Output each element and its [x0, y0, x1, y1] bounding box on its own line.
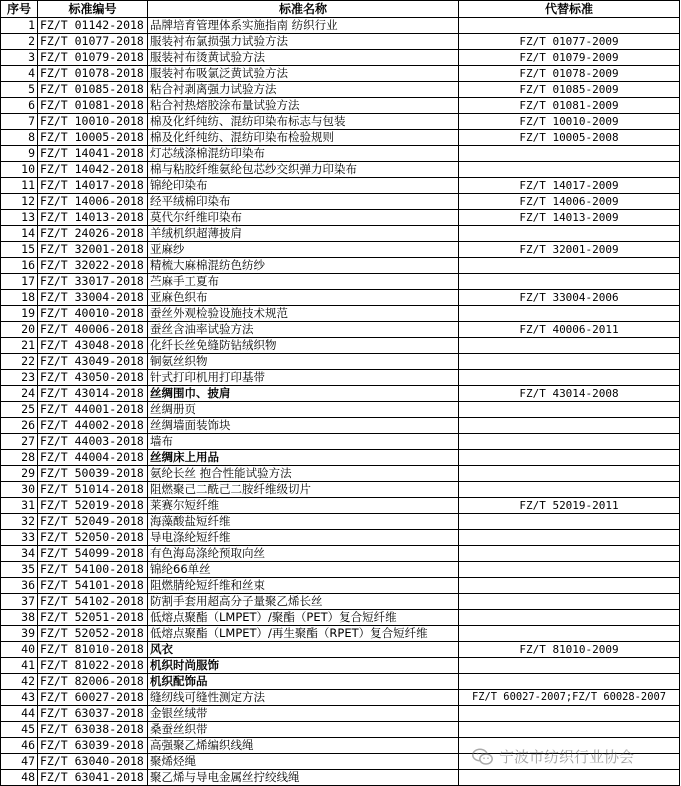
row-replaces-cell: [459, 738, 680, 754]
row-name-cell: 聚烯烃绳: [148, 754, 459, 770]
row-name-cell: 亚麻纱: [148, 242, 459, 258]
row-no-cell: 38: [1, 610, 38, 626]
row-name-cell: 铜氨丝织物: [148, 354, 459, 370]
row-replaces-cell: [459, 370, 680, 386]
row-code-cell: FZ/T 14006-2018: [38, 194, 148, 210]
row-code-cell: FZ/T 52050-2018: [38, 530, 148, 546]
table-row: [1, 514, 680, 530]
table-row: [1, 146, 680, 162]
header-no: 序号: [1, 1, 38, 18]
row-no-cell: 8: [1, 130, 38, 146]
table-header: [1, 1, 680, 18]
row-replaces-cell: FZ/T 01085-2009: [459, 82, 680, 98]
row-name-cell: 导电涤纶短纤维: [148, 530, 459, 546]
table-row: [1, 754, 680, 770]
row-replaces-cell: [459, 770, 680, 786]
row-name-cell: 经平绒棉印染布: [148, 194, 459, 210]
row-name-cell: 粘合衬热熔胶涂布量试验方法: [148, 98, 459, 114]
row-code-cell: FZ/T 63041-2018: [38, 770, 148, 786]
row-replaces-cell: [459, 658, 680, 674]
row-no-cell: 28: [1, 450, 38, 466]
row-replaces-cell: [459, 162, 680, 178]
row-code-cell: FZ/T 24026-2018: [38, 226, 148, 242]
table-row: [1, 690, 680, 706]
table-row: [1, 770, 680, 786]
row-no-cell: 36: [1, 578, 38, 594]
table-row: [1, 82, 680, 98]
row-replaces-cell: [459, 706, 680, 722]
row-replaces-cell: FZ/T 32001-2009: [459, 242, 680, 258]
row-name-cell: 棉及化纤纯纺、混纺印染布标志与包装: [148, 114, 459, 130]
row-name-cell: 锦纶66单丝: [148, 562, 459, 578]
row-code-cell: FZ/T 52049-2018: [38, 514, 148, 530]
row-name-cell: 莫代尔纤维印染布: [148, 210, 459, 226]
row-no-cell: 46: [1, 738, 38, 754]
row-no-cell: 42: [1, 674, 38, 690]
row-no-cell: 25: [1, 402, 38, 418]
row-name-cell: 针式打印机用打印基带: [148, 370, 459, 386]
row-no-cell: 15: [1, 242, 38, 258]
row-name-cell: 丝绸册页: [148, 402, 459, 418]
row-no-cell: 31: [1, 498, 38, 514]
row-replaces-cell: [459, 418, 680, 434]
row-no-cell: 23: [1, 370, 38, 386]
row-name-cell: 聚乙烯与导电金属丝拧绞线绳: [148, 770, 459, 786]
row-replaces-cell: FZ/T 01079-2009: [459, 50, 680, 66]
table-row: [1, 210, 680, 226]
table-row: [1, 386, 680, 402]
row-no-cell: 43: [1, 690, 38, 706]
row-code-cell: FZ/T 43014-2018: [38, 386, 148, 402]
row-code-cell: FZ/T 40010-2018: [38, 306, 148, 322]
row-no-cell: 45: [1, 722, 38, 738]
row-no-cell: 9: [1, 146, 38, 162]
row-name-cell: 精梳大麻棉混纺色纺纱: [148, 258, 459, 274]
table-row: [1, 626, 680, 642]
row-no-cell: 24: [1, 386, 38, 402]
row-name-cell: 高强聚乙烯编织线绳: [148, 738, 459, 754]
row-no-cell: 14: [1, 226, 38, 242]
table-row: [1, 546, 680, 562]
table-row: [1, 66, 680, 82]
table-row: [1, 498, 680, 514]
row-name-cell: 棉及化纤纯纺、混纺印染布检验规则: [148, 130, 459, 146]
row-no-cell: 33: [1, 530, 38, 546]
row-name-cell: 羊绒机织超薄披肩: [148, 226, 459, 242]
row-no-cell: 4: [1, 66, 38, 82]
row-no-cell: 32: [1, 514, 38, 530]
table-row: [1, 578, 680, 594]
header-name: 标准名称: [148, 1, 459, 18]
row-no-cell: 27: [1, 434, 38, 450]
row-replaces-cell: [459, 402, 680, 418]
row-name-cell: 品牌培育管理体系实施指南 纺织行业: [148, 18, 459, 34]
row-name-cell: 苎麻手工夏布: [148, 274, 459, 290]
row-no-cell: 18: [1, 290, 38, 306]
row-name-cell: 锦纶印染布: [148, 178, 459, 194]
header-code: 标准编号: [38, 1, 148, 18]
row-name-cell: 棉与粘胶纤维氨纶包芯纱交织弹力印染布: [148, 162, 459, 178]
table-row: [1, 450, 680, 466]
row-code-cell: FZ/T 44002-2018: [38, 418, 148, 434]
row-name-cell: 机织时尚服饰: [148, 658, 459, 674]
row-name-cell: 亚麻色织布: [148, 290, 459, 306]
table-row: [1, 466, 680, 482]
table-row: [1, 194, 680, 210]
row-no-cell: 22: [1, 354, 38, 370]
table-row: [1, 322, 680, 338]
row-name-cell: 低熔点聚酯（LMPET）/再生聚酯（RPET）复合短纤维: [148, 626, 459, 642]
row-code-cell: FZ/T 14041-2018: [38, 146, 148, 162]
row-code-cell: FZ/T 50039-2018: [38, 466, 148, 482]
row-replaces-cell: [459, 754, 680, 770]
row-name-cell: 服装衬布烫黄试验方法: [148, 50, 459, 66]
row-name-cell: 桑蚕丝织带: [148, 722, 459, 738]
table-row: [1, 258, 680, 274]
row-code-cell: FZ/T 01081-2018: [38, 98, 148, 114]
row-no-cell: 3: [1, 50, 38, 66]
row-name-cell: 丝绸墙面装饰块: [148, 418, 459, 434]
row-replaces-cell: [459, 594, 680, 610]
row-code-cell: FZ/T 01085-2018: [38, 82, 148, 98]
row-code-cell: FZ/T 10005-2018: [38, 130, 148, 146]
table-row: [1, 98, 680, 114]
row-code-cell: FZ/T 10010-2018: [38, 114, 148, 130]
row-code-cell: FZ/T 54100-2018: [38, 562, 148, 578]
row-no-cell: 2: [1, 34, 38, 50]
table-row: [1, 226, 680, 242]
row-replaces-cell: [459, 354, 680, 370]
row-code-cell: FZ/T 44004-2018: [38, 450, 148, 466]
row-replaces-cell: [459, 530, 680, 546]
table-row: [1, 706, 680, 722]
row-no-cell: 1: [1, 18, 38, 34]
row-no-cell: 40: [1, 642, 38, 658]
table-row: [1, 274, 680, 290]
row-replaces-cell: [459, 450, 680, 466]
row-replaces-cell: FZ/T 14013-2009: [459, 210, 680, 226]
row-no-cell: 19: [1, 306, 38, 322]
row-no-cell: 41: [1, 658, 38, 674]
table-row: [1, 738, 680, 754]
row-code-cell: FZ/T 63038-2018: [38, 722, 148, 738]
row-replaces-cell: [459, 578, 680, 594]
table-row: [1, 178, 680, 194]
row-no-cell: 44: [1, 706, 38, 722]
table-row: [1, 370, 680, 386]
row-replaces-cell: FZ/T 43014-2008: [459, 386, 680, 402]
row-replaces-cell: [459, 226, 680, 242]
row-name-cell: 金银丝绒带: [148, 706, 459, 722]
row-replaces-cell: FZ/T 10005-2008: [459, 130, 680, 146]
table-row: [1, 338, 680, 354]
row-replaces-cell: [459, 434, 680, 450]
row-code-cell: FZ/T 82006-2018: [38, 674, 148, 690]
row-replaces-cell: FZ/T 01081-2009: [459, 98, 680, 114]
row-no-cell: 47: [1, 754, 38, 770]
row-name-cell: 服装衬布吸氯泛黄试验方法: [148, 66, 459, 82]
row-replaces-cell: [459, 146, 680, 162]
row-code-cell: FZ/T 52019-2018: [38, 498, 148, 514]
row-code-cell: FZ/T 54101-2018: [38, 578, 148, 594]
header-row: [1, 1, 680, 18]
row-code-cell: FZ/T 14017-2018: [38, 178, 148, 194]
row-no-cell: 5: [1, 82, 38, 98]
row-code-cell: FZ/T 01142-2018: [38, 18, 148, 34]
row-no-cell: 21: [1, 338, 38, 354]
row-replaces-cell: [459, 18, 680, 34]
row-no-cell: 16: [1, 258, 38, 274]
row-name-cell: 丝绸围巾、披肩: [148, 386, 459, 402]
table-row: [1, 290, 680, 306]
row-code-cell: FZ/T 63039-2018: [38, 738, 148, 754]
table-row: [1, 114, 680, 130]
row-code-cell: FZ/T 63040-2018: [38, 754, 148, 770]
row-replaces-cell: [459, 562, 680, 578]
row-code-cell: FZ/T 43050-2018: [38, 370, 148, 386]
row-code-cell: FZ/T 54099-2018: [38, 546, 148, 562]
table-row: [1, 354, 680, 370]
row-replaces-cell: [459, 610, 680, 626]
row-name-cell: 缝纫线可缝性测定方法: [148, 690, 459, 706]
row-replaces-cell: [459, 274, 680, 290]
table-body: [1, 18, 680, 786]
table-row: [1, 674, 680, 690]
table-row: [1, 530, 680, 546]
table-row: [1, 306, 680, 322]
table-row: [1, 130, 680, 146]
row-replaces-cell: [459, 674, 680, 690]
row-name-cell: 丝绸床上用品: [148, 450, 459, 466]
row-code-cell: FZ/T 54102-2018: [38, 594, 148, 610]
row-replaces-cell: [459, 626, 680, 642]
row-code-cell: FZ/T 40006-2018: [38, 322, 148, 338]
row-code-cell: FZ/T 32001-2018: [38, 242, 148, 258]
table-row: [1, 418, 680, 434]
row-name-cell: 防割手套用超高分子量聚乙烯长丝: [148, 594, 459, 610]
row-name-cell: 低熔点聚酯（LMPET）/聚酯（PET）复合短纤维: [148, 610, 459, 626]
row-no-cell: 12: [1, 194, 38, 210]
row-replaces-cell: [459, 514, 680, 530]
table-row: [1, 434, 680, 450]
row-no-cell: 35: [1, 562, 38, 578]
row-replaces-cell: FZ/T 60027-2007;FZ/T 60028-2007: [459, 690, 680, 706]
row-name-cell: 风衣: [148, 642, 459, 658]
table-row: [1, 610, 680, 626]
row-name-cell: 阻燃聚己二酰己二胺纤维级切片: [148, 482, 459, 498]
row-replaces-cell: [459, 482, 680, 498]
row-no-cell: 20: [1, 322, 38, 338]
row-code-cell: FZ/T 43049-2018: [38, 354, 148, 370]
row-code-cell: FZ/T 52051-2018: [38, 610, 148, 626]
row-code-cell: FZ/T 01079-2018: [38, 50, 148, 66]
row-no-cell: 34: [1, 546, 38, 562]
row-replaces-cell: [459, 546, 680, 562]
row-replaces-cell: FZ/T 10010-2009: [459, 114, 680, 130]
row-code-cell: FZ/T 51014-2018: [38, 482, 148, 498]
row-replaces-cell: FZ/T 40006-2011: [459, 322, 680, 338]
row-code-cell: FZ/T 43048-2018: [38, 338, 148, 354]
row-name-cell: 墙布: [148, 434, 459, 450]
row-name-cell: 阻燃腈纶短纤维和丝束: [148, 578, 459, 594]
row-replaces-cell: FZ/T 33004-2006: [459, 290, 680, 306]
row-no-cell: 30: [1, 482, 38, 498]
row-replaces-cell: FZ/T 01078-2009: [459, 66, 680, 82]
row-name-cell: 服装衬布氯损强力试验方法: [148, 34, 459, 50]
row-replaces-cell: FZ/T 52019-2011: [459, 498, 680, 514]
table-row: [1, 50, 680, 66]
row-name-cell: 海藻酸盐短纤维: [148, 514, 459, 530]
table-row: [1, 18, 680, 34]
row-code-cell: FZ/T 01077-2018: [38, 34, 148, 50]
row-code-cell: FZ/T 44003-2018: [38, 434, 148, 450]
row-no-cell: 7: [1, 114, 38, 130]
row-replaces-cell: [459, 306, 680, 322]
row-replaces-cell: FZ/T 14006-2009: [459, 194, 680, 210]
row-code-cell: FZ/T 81022-2018: [38, 658, 148, 674]
row-replaces-cell: FZ/T 01077-2009: [459, 34, 680, 50]
row-code-cell: FZ/T 01078-2018: [38, 66, 148, 82]
row-name-cell: 灯芯绒涤棉混纺印染布: [148, 146, 459, 162]
row-name-cell: 蚕丝外观检验设施技术规范: [148, 306, 459, 322]
row-no-cell: 17: [1, 274, 38, 290]
row-name-cell: 氨纶长丝 抱合性能试验方法: [148, 466, 459, 482]
row-code-cell: FZ/T 33004-2018: [38, 290, 148, 306]
row-replaces-cell: [459, 258, 680, 274]
row-replaces-cell: [459, 722, 680, 738]
row-no-cell: 26: [1, 418, 38, 434]
header-replaces: 代替标准: [459, 1, 680, 18]
row-replaces-cell: FZ/T 14017-2009: [459, 178, 680, 194]
row-code-cell: FZ/T 60027-2018: [38, 690, 148, 706]
table-row: [1, 34, 680, 50]
row-name-cell: 机织配饰品: [148, 674, 459, 690]
row-replaces-cell: [459, 466, 680, 482]
table-row: [1, 642, 680, 658]
row-no-cell: 13: [1, 210, 38, 226]
row-no-cell: 48: [1, 770, 38, 786]
table-row: [1, 594, 680, 610]
row-no-cell: 39: [1, 626, 38, 642]
row-no-cell: 6: [1, 98, 38, 114]
row-name-cell: 粘合衬剥离强力试验方法: [148, 82, 459, 98]
table-row: [1, 242, 680, 258]
row-code-cell: FZ/T 44001-2018: [38, 402, 148, 418]
table-row: [1, 562, 680, 578]
row-no-cell: 11: [1, 178, 38, 194]
row-code-cell: FZ/T 32022-2018: [38, 258, 148, 274]
row-no-cell: 29: [1, 466, 38, 482]
row-code-cell: FZ/T 81010-2018: [38, 642, 148, 658]
row-name-cell: 莱赛尔短纤维: [148, 498, 459, 514]
row-code-cell: FZ/T 63037-2018: [38, 706, 148, 722]
row-code-cell: FZ/T 14013-2018: [38, 210, 148, 226]
row-replaces-cell: [459, 338, 680, 354]
row-name-cell: 化纤长丝免缝防钻绒织物: [148, 338, 459, 354]
row-name-cell: 有色海岛涤纶预取向丝: [148, 546, 459, 562]
table-row: [1, 482, 680, 498]
table-row: [1, 162, 680, 178]
row-no-cell: 10: [1, 162, 38, 178]
row-code-cell: FZ/T 33017-2018: [38, 274, 148, 290]
row-no-cell: 37: [1, 594, 38, 610]
row-code-cell: FZ/T 14042-2018: [38, 162, 148, 178]
row-replaces-cell: FZ/T 81010-2009: [459, 642, 680, 658]
table-row: [1, 402, 680, 418]
table-row: [1, 658, 680, 674]
row-name-cell: 蚕丝含油率试验方法: [148, 322, 459, 338]
watermark-text: 宁波市纺织行业协会: [499, 748, 635, 766]
table-row: [1, 722, 680, 738]
row-code-cell: FZ/T 52052-2018: [38, 626, 148, 642]
